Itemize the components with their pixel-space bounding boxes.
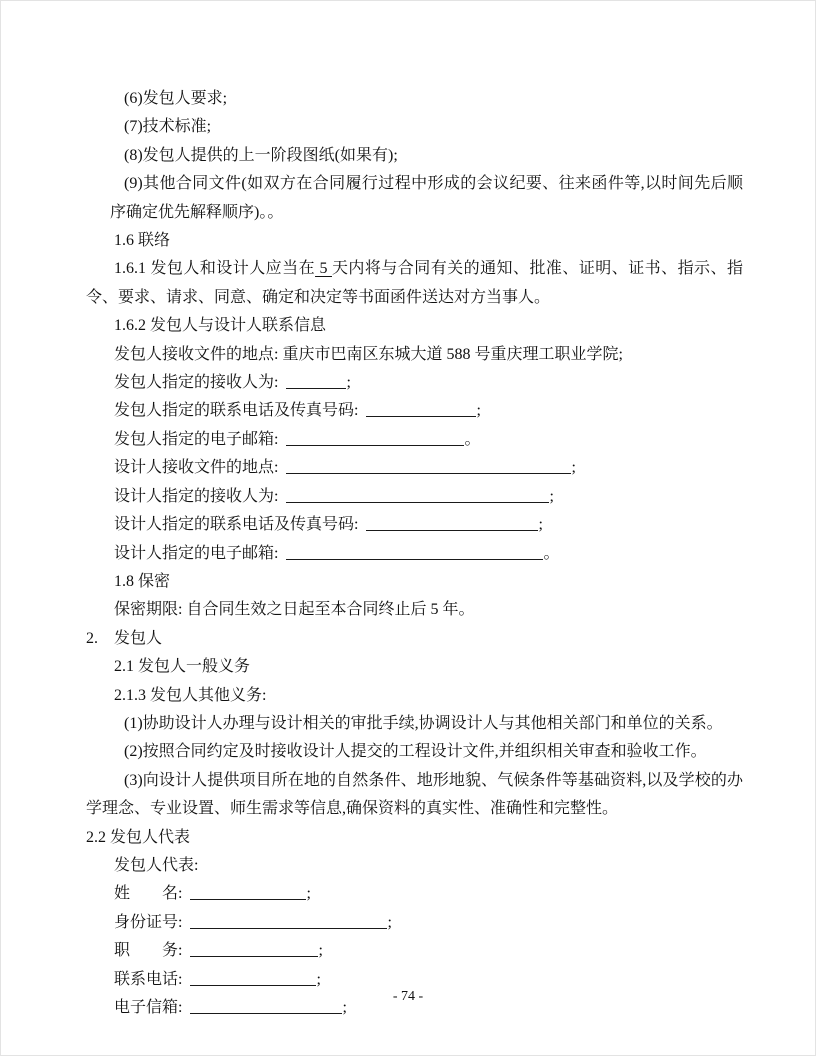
text-run: ; — [549, 487, 554, 505]
blank-underline — [286, 488, 549, 503]
text-run: (1)协助设计人办理与设计相关的审批手续,协调设计人与其他相关部门和单位的关系。 — [124, 714, 723, 732]
blank-underline — [190, 885, 306, 900]
text-run: 身份证号: — [114, 913, 187, 931]
page-number: - 74 - — [392, 989, 424, 1004]
text-run: 发包人指定的接收人为: — [114, 374, 283, 392]
text-run: (2)按照合同约定及时接收设计人提交的工程设计文件,并组织相关审查和验收工作。 — [124, 743, 707, 761]
text-run: 2.1.3 发包人其他义务: — [114, 686, 267, 704]
text-run: 发包人接收文件的地点: 重庆市巴南区东城大道 588 号重庆理工职业学院; — [114, 345, 623, 363]
text-run: 。 — [464, 430, 481, 448]
text-run: 保密期限: 自合同生效之日起至本合同终止后 5 年。 — [114, 601, 475, 619]
paragraph — [86, 142, 743, 170]
text-run: ; — [318, 942, 323, 960]
paragraph — [86, 341, 743, 369]
paragraph — [86, 483, 743, 511]
text-run: 2.2 发包人代表 — [86, 828, 191, 846]
paragraph — [86, 625, 743, 653]
text-run: (7)技术标准; — [124, 118, 212, 136]
text-run: ; — [316, 970, 321, 988]
text-run: ; — [476, 402, 481, 420]
text-run: 设计人接收文件的地点: — [114, 459, 283, 477]
paragraph — [86, 909, 743, 937]
paragraph — [86, 852, 743, 880]
text-run: 1.6.1 发包人和设计人应当在 — [114, 260, 316, 278]
paragraph — [86, 227, 743, 255]
paragraph — [86, 880, 743, 908]
text-run: ; — [387, 913, 392, 931]
text-run: ; — [346, 374, 351, 392]
paragraph — [86, 596, 743, 624]
text-run: 电子信箱: — [114, 999, 187, 1016]
text-run: 设计人指定的接收人为: — [114, 487, 283, 505]
paragraph — [86, 511, 743, 539]
text-run: 发包人指定的联系电话及传真号码: — [114, 402, 363, 420]
paragraph — [86, 540, 743, 568]
text-run: ; — [306, 885, 311, 903]
text-run: 设计人指定的电子邮箱: — [114, 544, 283, 562]
paragraph — [86, 255, 743, 312]
text-run: ; — [342, 999, 347, 1016]
paragraph — [86, 113, 743, 141]
text-run: 联系电话: — [114, 970, 187, 988]
text-run: 天内将与合同有关的通知、批准、证明、证书、指示、指令、要求、请求、同意、确定和决定等书面函件送达对方当事人。 — [86, 260, 743, 306]
paragraph — [86, 170, 743, 227]
text-run: 1.6.2 发包人与设计人联系信息 — [114, 317, 327, 335]
text-run: 2.1 发包人一般义务 — [114, 658, 251, 676]
paragraph — [86, 85, 743, 113]
blank-underline — [286, 374, 346, 389]
text-run: (8)发包人提供的上一阶段图纸(如果有); — [124, 146, 398, 164]
text-run: 职 务: — [114, 942, 187, 960]
blank-underline — [366, 516, 538, 531]
text-run: 姓 名: — [114, 885, 187, 903]
paragraph — [86, 426, 743, 454]
paragraph — [86, 653, 743, 681]
text-run: ; — [571, 459, 576, 477]
paragraph — [86, 568, 743, 596]
blank-underline — [366, 402, 476, 417]
underlined-text: 5 — [315, 260, 332, 278]
paragraph — [86, 397, 743, 425]
paragraph — [86, 824, 743, 852]
blank-underline — [286, 431, 464, 446]
paragraph — [86, 767, 743, 824]
blank-underline — [286, 545, 543, 560]
text-run: 发包人指定的电子邮箱: — [114, 430, 283, 448]
text-run: 设计人指定的联系电话及传真号码: — [114, 516, 363, 534]
text-run: 2. 发包人 — [86, 629, 163, 647]
text-run: 1.6 联络 — [114, 232, 171, 250]
paragraph — [86, 312, 743, 340]
paragraph — [86, 937, 743, 965]
paragraph — [86, 369, 743, 397]
paragraph — [86, 710, 743, 738]
blank-underline — [190, 914, 387, 929]
text-run: ; — [538, 516, 543, 534]
blank-underline — [190, 971, 316, 986]
text-run: (3)向设计人提供项目所在地的自然条件、地形地貌、气候条件等基础资料,以及学校的办学理念、专业设置、师生需求等信息,确保资料的真实性、准确性和完整性。 — [86, 771, 743, 818]
document-body — [86, 85, 743, 1022]
text-run: 。 — [543, 544, 560, 562]
paragraph — [86, 682, 743, 710]
paragraph — [86, 454, 743, 482]
blank-underline — [286, 459, 571, 474]
text-run: 发包人代表: — [114, 856, 199, 874]
text-run: (6)发包人要求; — [124, 90, 228, 107]
blank-underline — [190, 942, 318, 957]
paragraph — [86, 738, 743, 766]
text-run: 1.8 保密 — [114, 572, 171, 590]
text-run: (9)其他合同文件(如双方在合同履行过程中形成的会议纪要、往来函件等,以时间先后顺序确定优先解释顺序)。。 — [110, 175, 743, 221]
